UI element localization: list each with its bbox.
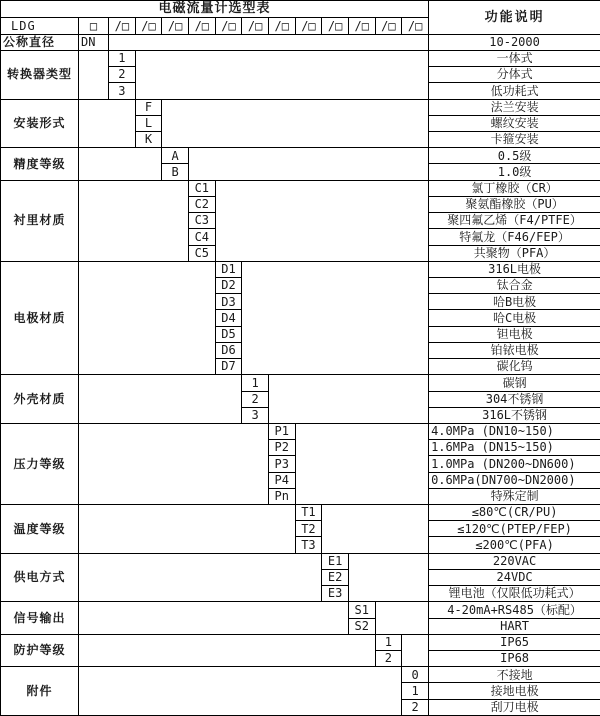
option-code-cell: P4 (268, 472, 295, 488)
option-code-cell: C5 (188, 245, 215, 261)
option-code-cell: D3 (215, 294, 242, 310)
function-cell: 一体式 (429, 50, 600, 66)
category-label: 防护等级 (1, 634, 79, 666)
selection-table-body (1, 1, 600, 716)
spacer-cell (242, 261, 429, 375)
function-cell: 螺纹安装 (429, 115, 600, 131)
function-cell: 4-20mA+RS485（标配） (429, 602, 600, 618)
model-code-box-cell: /□ (135, 18, 162, 34)
model-code-box-cell: /□ (322, 18, 349, 34)
function-cell: 分体式 (429, 67, 600, 83)
spacer-cell (79, 423, 269, 504)
option-code-cell: 2 (109, 67, 136, 83)
table-row (1, 602, 600, 618)
spacer-cell (79, 553, 322, 602)
function-cell: 特氟龙（F46/FEP） (429, 229, 600, 245)
spacer-cell (79, 375, 242, 424)
table-row (1, 634, 600, 650)
model-code-box-cell: /□ (348, 18, 375, 34)
model-code-box-cell: /□ (188, 18, 215, 34)
spacer-cell (135, 50, 428, 99)
spacer-cell (375, 602, 429, 634)
table-row (1, 261, 600, 277)
function-cell: 接地电极 (429, 683, 600, 699)
model-code-box-cell: /□ (375, 18, 402, 34)
function-cell: 碳钢 (429, 375, 600, 391)
option-code-cell: 2 (242, 391, 269, 407)
option-code-cell: Pn (268, 488, 295, 504)
table-title: 电磁流量计选型表 (1, 1, 429, 18)
option-code-cell: D1 (215, 261, 242, 277)
option-code-cell: P1 (268, 423, 295, 439)
option-code-cell: 1 (109, 50, 136, 66)
spacer-cell (295, 423, 428, 504)
model-prefix-cell: LDG (1, 18, 79, 34)
option-code-cell: F (135, 99, 162, 115)
function-cell: 0.5级 (429, 148, 600, 164)
function-cell: 卡箍安装 (429, 132, 600, 148)
spacer-cell (215, 180, 428, 261)
spacer-cell (322, 505, 429, 554)
function-cell: 哈B电极 (429, 294, 600, 310)
category-label: 温度等级 (1, 505, 79, 554)
function-cell: 1.6MPa (DN15~150) (429, 440, 600, 456)
category-label: 压力等级 (1, 423, 79, 504)
category-label: 信号输出 (1, 602, 79, 634)
function-cell: ≤80℃(CR/PU) (429, 505, 600, 521)
option-code-cell: E2 (322, 569, 349, 585)
function-cell: 刮刀电极 (429, 699, 600, 715)
option-code-cell: K (135, 132, 162, 148)
category-label: 安装形式 (1, 99, 79, 148)
option-code-cell: 3 (109, 83, 136, 99)
spacer-cell (79, 602, 349, 634)
spacer-cell (188, 148, 428, 180)
option-code-cell: D5 (215, 326, 242, 342)
option-code-cell: D6 (215, 342, 242, 358)
function-cell: 1.0级 (429, 164, 600, 180)
function-cell: 共聚物（PFA） (429, 245, 600, 261)
function-cell: 法兰安装 (429, 99, 600, 115)
option-code-cell: C2 (188, 196, 215, 212)
option-code-cell: C4 (188, 229, 215, 245)
function-cell: 1.0MPa (DN200~DN600) (429, 456, 600, 472)
function-cell: 哈C电极 (429, 310, 600, 326)
option-code-cell: C1 (188, 180, 215, 196)
option-code-cell: 0 (402, 667, 429, 683)
table-row (1, 148, 600, 164)
function-cell: 碳化钨 (429, 359, 600, 375)
function-cell: 304不锈钢 (429, 391, 600, 407)
option-code-cell: S1 (348, 602, 375, 618)
function-cell: 316L电极 (429, 261, 600, 277)
function-cell: HART (429, 618, 600, 634)
spacer-cell (79, 50, 109, 99)
function-cell: 聚四氟乙烯（F4/PTFE） (429, 213, 600, 229)
function-cell: 特殊定制 (429, 488, 600, 504)
model-code-box-cell: /□ (295, 18, 322, 34)
option-code-cell: L (135, 115, 162, 131)
category-label: 衬里材质 (1, 180, 79, 261)
option-code-cell: 3 (242, 407, 269, 423)
category-label: 外壳材质 (1, 375, 79, 424)
model-box-cell: □ (79, 18, 109, 34)
function-cell: ≤120℃(PTEP/FEP) (429, 521, 600, 537)
function-cell: ≤200℃(PFA) (429, 537, 600, 553)
category-label: 附件 (1, 667, 79, 716)
model-code-box-cell: /□ (162, 18, 189, 34)
option-code-cell: D4 (215, 310, 242, 326)
option-code-cell: 1 (375, 634, 402, 650)
option-code-cell: E3 (322, 586, 349, 602)
function-cell: IP65 (429, 634, 600, 650)
table-row (1, 375, 600, 391)
function-cell: 聚氨酯橡胶（PU） (429, 196, 600, 212)
function-column-header: 功能说明 (429, 1, 600, 35)
function-cell: 4.0MPa (DN10~150) (429, 423, 600, 439)
function-cell: 钽电极 (429, 326, 600, 342)
option-code-cell: S2 (348, 618, 375, 634)
function-cell: IP68 (429, 651, 600, 667)
function-cell: 不接地 (429, 667, 600, 683)
diameter-code-cell: DN (79, 34, 109, 50)
option-code-cell: 1 (402, 683, 429, 699)
function-cell: 锂电池（仅限低功耗式） (429, 586, 600, 602)
spacer-cell (79, 634, 376, 666)
function-cell: 低功耗式 (429, 83, 600, 99)
option-code-cell: C3 (188, 213, 215, 229)
category-label: 电极材质 (1, 261, 79, 375)
option-code-cell: D2 (215, 277, 242, 293)
option-code-cell: T1 (295, 505, 322, 521)
function-cell: 钛合金 (429, 277, 600, 293)
spacer-cell (109, 34, 429, 50)
option-code-cell: 2 (375, 651, 402, 667)
table-row (1, 553, 600, 569)
spacer-cell (79, 261, 216, 375)
table-row (1, 1, 600, 18)
spacer-cell (79, 667, 402, 716)
table-row (1, 667, 600, 683)
function-cell: 220VAC (429, 553, 600, 569)
option-code-cell: A (162, 148, 189, 164)
option-code-cell: P3 (268, 456, 295, 472)
model-code-box-cell: /□ (242, 18, 269, 34)
category-label: 转换器类型 (1, 50, 79, 99)
spacer-cell (79, 99, 136, 148)
option-code-cell: P2 (268, 440, 295, 456)
option-code-cell: T3 (295, 537, 322, 553)
function-cell: 24VDC (429, 569, 600, 585)
function-cell: 316L不锈钢 (429, 407, 600, 423)
table-row (1, 50, 600, 66)
function-cell: 铂铱电极 (429, 342, 600, 358)
spacer-cell (348, 553, 428, 602)
spacer-cell (79, 180, 189, 261)
table-row (1, 99, 600, 115)
option-code-cell: 1 (242, 375, 269, 391)
option-code-cell: T2 (295, 521, 322, 537)
model-code-box-cell: /□ (402, 18, 429, 34)
model-code-box-cell: /□ (109, 18, 136, 34)
option-code-cell: E1 (322, 553, 349, 569)
spacer-cell (162, 99, 429, 148)
option-code-cell: D7 (215, 359, 242, 375)
spacer-cell (402, 634, 429, 666)
table-row (1, 34, 600, 50)
spacer-cell (268, 375, 428, 424)
table-row (1, 423, 600, 439)
category-label: 精度等级 (1, 148, 79, 180)
option-code-cell: B (162, 164, 189, 180)
category-label: 供电方式 (1, 553, 79, 602)
model-code-box-cell: /□ (268, 18, 295, 34)
function-cell: 0.6MPa(DN700~DN2000) (429, 472, 600, 488)
spacer-cell (79, 148, 162, 180)
table-row (1, 505, 600, 521)
spacer-cell (79, 505, 296, 554)
category-label-diameter: 公称直径 (1, 34, 79, 50)
table-row (1, 180, 600, 196)
option-code-cell: 2 (402, 699, 429, 715)
function-cell: 氯丁橡胶（CR） (429, 180, 600, 196)
model-code-box-cell: /□ (215, 18, 242, 34)
function-cell: 10-2000 (429, 34, 600, 50)
